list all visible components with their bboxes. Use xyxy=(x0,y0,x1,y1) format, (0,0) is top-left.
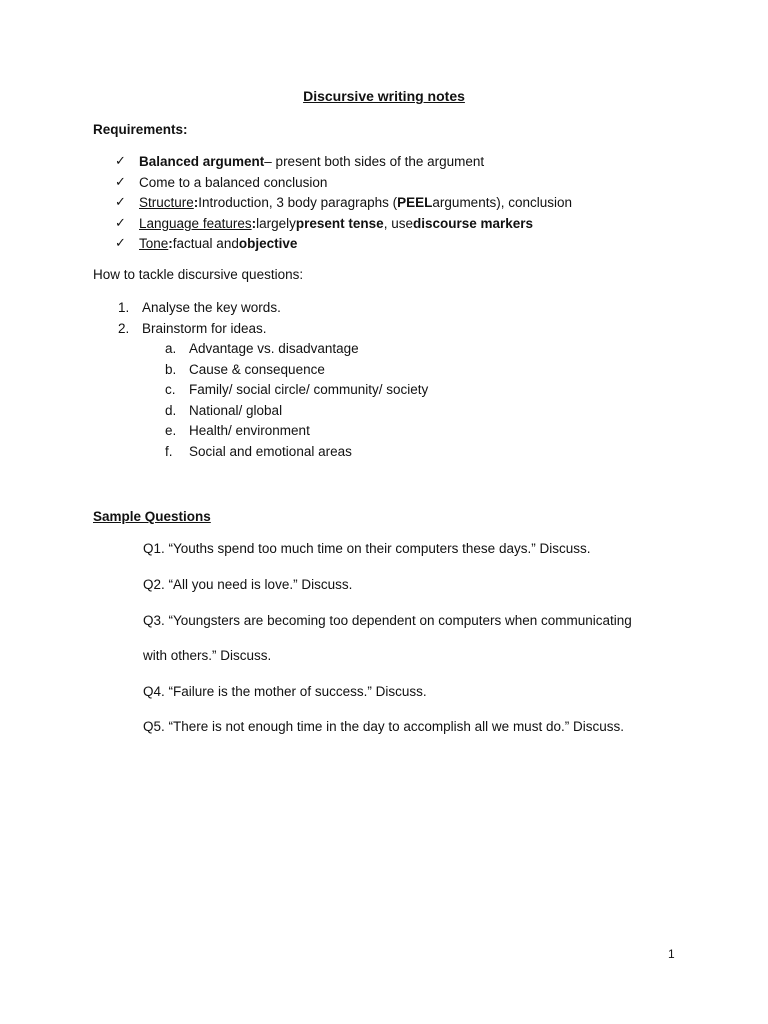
sample-question: Q5. “There is not enough time in the day to accomplish all we must do.” Discuss. xyxy=(143,719,624,734)
idea-item xyxy=(165,421,428,442)
idea-item xyxy=(165,339,428,360)
idea-text: National/ global xyxy=(189,402,283,418)
ideas-list xyxy=(165,339,428,463)
page-number: 1 xyxy=(668,947,675,961)
requirement-emphasis: discourse markers xyxy=(412,215,534,231)
sample-question-continuation: with others.” Discuss. xyxy=(143,648,272,663)
sample-question: Q1. “Youths spend too much time on their computers these days.” Discuss. xyxy=(143,541,591,556)
idea-marker: e. xyxy=(165,423,177,439)
requirement-label: Tone xyxy=(139,236,169,252)
step-item xyxy=(118,319,281,340)
idea-text: Social and emotional areas xyxy=(189,443,352,459)
idea-text: Health/ environment xyxy=(189,423,310,439)
requirement-item xyxy=(115,152,572,173)
requirement-colon: : xyxy=(251,215,257,231)
sample-question: Q3. “Youngsters are becoming too dependent on computers when communicating xyxy=(143,613,632,628)
sample-question: Q2. “All you need is love.” Discuss. xyxy=(143,577,353,592)
requirements-heading: Requirements: xyxy=(93,122,188,137)
requirement-colon: : xyxy=(168,236,173,252)
requirement-text: largely xyxy=(256,215,296,231)
requirement-text: , use xyxy=(383,215,413,231)
idea-text: Advantage vs. disadvantage xyxy=(189,341,359,356)
idea-marker: c. xyxy=(165,382,176,398)
page-title: Discursive writing notes xyxy=(303,88,465,104)
checkmark-icon: ✓ xyxy=(115,236,126,252)
idea-item xyxy=(165,442,428,463)
checkmark-icon: ✓ xyxy=(115,174,126,190)
tackle-heading: How to tackle discursive questions: xyxy=(93,267,304,282)
requirement-item xyxy=(115,214,572,235)
requirement-label: Language features xyxy=(139,215,252,231)
idea-item xyxy=(165,401,428,422)
idea-text: Family/ social circle/ community/ society xyxy=(189,382,429,398)
requirement-label: Structure xyxy=(139,195,194,211)
requirement-emphasis: PEEL xyxy=(397,195,433,211)
step-item xyxy=(118,298,281,319)
requirement-text: Introduction, 3 body paragraphs ( xyxy=(198,195,398,211)
idea-marker: d. xyxy=(165,402,177,418)
requirement-colon: : xyxy=(193,195,199,211)
checkmark-icon: ✓ xyxy=(115,154,126,169)
requirements-list xyxy=(115,152,572,255)
step-text: Brainstorm for ideas. xyxy=(142,320,267,336)
requirement-text: arguments), conclusion xyxy=(432,195,572,211)
steps-list xyxy=(118,298,281,339)
requirement-item xyxy=(115,193,572,214)
sample-question: Q4. “Failure is the mother of success.” Discuss. xyxy=(143,684,427,699)
requirement-text: Come to a balanced conclusion xyxy=(139,174,328,190)
idea-item xyxy=(165,360,428,381)
sample-questions-heading: Sample Questions xyxy=(93,509,211,524)
requirement-lead: Balanced argument xyxy=(139,154,265,169)
idea-item xyxy=(165,380,428,401)
idea-marker: a. xyxy=(165,341,177,356)
requirement-text: – present both sides of the argument xyxy=(264,154,485,169)
requirement-text: factual and xyxy=(172,236,239,252)
step-marker: 1. xyxy=(118,300,130,315)
checkmark-icon: ✓ xyxy=(115,195,126,211)
step-text: Analyse the key words. xyxy=(142,300,281,315)
requirement-emphasis: objective xyxy=(238,236,298,252)
requirement-item xyxy=(115,173,572,194)
requirement-emphasis: present tense xyxy=(295,215,384,231)
step-marker: 2. xyxy=(118,320,130,336)
idea-marker: f. xyxy=(165,443,173,459)
requirement-item xyxy=(115,234,572,255)
idea-text: Cause & consequence xyxy=(189,361,325,377)
checkmark-icon: ✓ xyxy=(115,215,126,231)
idea-marker: b. xyxy=(165,361,177,377)
